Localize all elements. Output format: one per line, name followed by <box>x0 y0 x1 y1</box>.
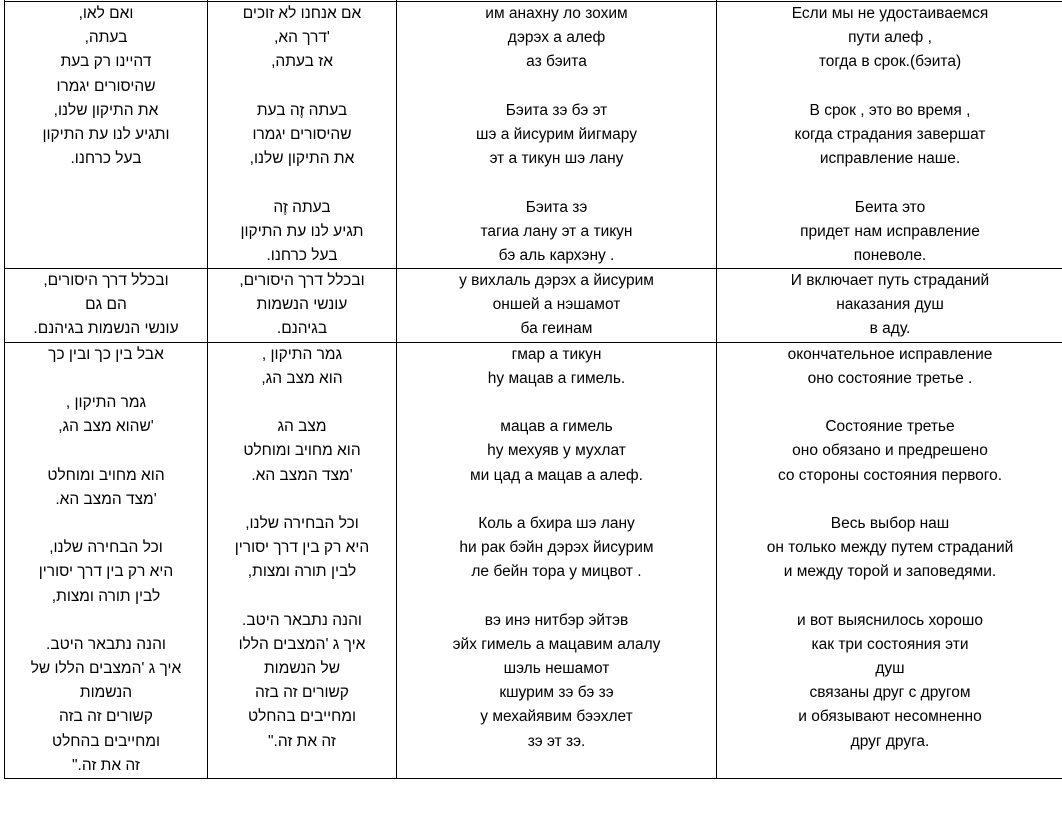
text-line: זה את זה." <box>268 732 336 750</box>
text-line: בעתה, <box>84 29 128 47</box>
text-line <box>720 585 1060 609</box>
text-line: окончательное исправление <box>787 345 993 363</box>
transliteration-cell <box>397 342 717 778</box>
text-line: וכל הבחירה שלנו, <box>245 514 359 532</box>
transliteration-cell <box>397 269 717 343</box>
text-line: оно обязано и предрешено <box>792 442 988 460</box>
text-line <box>211 488 393 512</box>
text-line: 'מצד המצב הא. <box>55 490 157 508</box>
text-line: Коль а бхира шэ лану <box>478 514 635 532</box>
text-line: аз бэита <box>526 53 587 71</box>
text-line <box>211 171 393 195</box>
text-line: 'דרך הא, <box>274 29 330 47</box>
table-row <box>5 269 1062 343</box>
text-line: придет нам исправление <box>800 222 980 240</box>
text-line: ми цад а мацав а алеф. <box>470 466 643 484</box>
text-line: אם אנחנו לא זוכים <box>242 5 362 22</box>
text-line: גמר התיקון , <box>261 345 343 363</box>
text-line: מצב הג <box>277 418 327 436</box>
text-line <box>211 391 393 415</box>
hebrew-split-cell <box>208 2 397 269</box>
text-line: зэ эт зэ. <box>527 732 586 750</box>
text-line: עונשי הנשמות בגיהנם. <box>33 320 179 338</box>
text-line: поневоле. <box>853 246 927 264</box>
text-line: איך ג 'המצבים הללו <box>238 635 366 653</box>
text-line: הנשמות <box>79 684 133 702</box>
text-line: гмар а тикун <box>511 345 602 363</box>
text-line: דהיינו רק בעת <box>60 53 152 71</box>
text-line: Беита это <box>854 198 926 216</box>
table-row <box>5 2 1062 269</box>
text-line: אבל בין כך ובין כך <box>48 345 164 363</box>
text-line <box>720 75 1060 99</box>
text-line: и обязывают несомненно <box>798 708 982 726</box>
text-line: связаны друг с другом <box>809 684 971 702</box>
text-line: И включает путь страданий <box>790 272 990 290</box>
text-line: הוא מצב הג, <box>261 369 343 387</box>
text-line <box>400 488 713 512</box>
hebrew-split-cell <box>208 269 397 343</box>
russian-translation-cell <box>717 342 1062 778</box>
text-line: 'מצד המצב הא. <box>251 466 353 484</box>
text-line: в аду. <box>869 320 911 338</box>
text-line: אז בעתה, <box>271 53 333 71</box>
text-line: קשורים זה בזה <box>255 684 349 702</box>
text-line: גמר התיקון , <box>65 394 147 411</box>
text-line: Если мы не удостаиваемся <box>791 5 989 22</box>
transliteration-cell <box>397 2 717 269</box>
text-line: שהיסורים יגמרו <box>252 125 352 143</box>
text-line: ба геинам <box>520 320 593 338</box>
text-line: ומחייבים בהחלט <box>247 708 357 726</box>
text-line: Весь выбор наш <box>830 514 950 532</box>
text-line: hи рак бэйн дэрэх йисурим <box>459 539 654 557</box>
text-line: эт а тикун шэ лану <box>489 150 624 168</box>
text-line: дэрэх а алеф <box>507 29 606 47</box>
text-line: בעתה זֶה <box>273 198 331 216</box>
text-line: со стороны состояния первого. <box>777 466 1003 484</box>
text-line <box>400 75 713 99</box>
text-line <box>400 171 713 195</box>
russian-translation-cell <box>717 2 1062 269</box>
text-line: בעל כרחנו. <box>266 246 338 264</box>
text-line: איך ג 'המצבים הללו של <box>30 660 182 678</box>
text-line: קשורים זה בזה <box>59 708 153 726</box>
translation-table <box>4 0 1062 779</box>
text-line: ле бейн тора у мицвот . <box>471 563 642 581</box>
text-line: наказания душ <box>836 296 944 314</box>
text-line: ובכלל דרך היסורים, <box>43 272 169 290</box>
text-line: הוא מחויב ומוחלט <box>243 442 361 460</box>
text-line: душ <box>875 660 905 678</box>
text-line <box>720 488 1060 512</box>
text-line: את התיקון שלנו, <box>249 150 355 168</box>
text-line: הם גם <box>85 296 127 314</box>
text-line: как три состояния эти <box>811 635 969 653</box>
hebrew-text-cell <box>5 2 208 269</box>
text-line: когда страдания завершат <box>794 125 986 143</box>
russian-translation-cell <box>717 269 1062 343</box>
text-line: והנה נתבאר היטב. <box>46 635 166 653</box>
text-line: זה את זה." <box>72 756 140 774</box>
text-line: у мехайявим бээхлет <box>480 708 633 726</box>
text-line: בגיהנם. <box>276 320 328 338</box>
text-line <box>211 75 393 99</box>
text-line: оншей а нэшамот <box>492 296 621 314</box>
hebrew-text-cell <box>5 342 208 778</box>
text-line: исправление наше. <box>819 150 961 168</box>
text-line <box>8 439 204 463</box>
text-line: он только между путем страданий <box>766 539 1014 557</box>
text-line: бэ аль кархэну . <box>498 246 615 264</box>
text-line: וכל הבחירה שלנו, <box>49 539 163 557</box>
text-line: עונשי הנשמות <box>256 296 348 314</box>
text-line: תגיע לנו עת התיקון <box>240 222 364 240</box>
text-line: и между торой и заповедями. <box>783 563 997 581</box>
text-line: hу мацав а гимель. <box>487 369 626 387</box>
text-line: היא רק בין דרך יסורין <box>38 563 174 581</box>
text-line: оно состояние третье . <box>807 369 973 387</box>
text-line: ואם לאו, <box>78 5 134 22</box>
text-line: пути алеф , <box>848 29 932 47</box>
text-line: друг друга. <box>850 732 930 750</box>
text-line: לבין תורה ומצות, <box>51 587 161 605</box>
hebrew-split-cell <box>208 342 397 778</box>
text-line: тагиа лану эт а тикун <box>480 222 633 240</box>
text-line: ומחייבים בהחלט <box>51 732 161 750</box>
text-line: тогда в срок.(бэита) <box>818 53 962 71</box>
text-line: Бэита зэ <box>525 198 588 216</box>
text-line: у вихлаль дэрэх а йисурим <box>459 272 654 290</box>
text-line <box>8 367 204 391</box>
text-line: היא רק בין דרך יסורין <box>234 539 370 557</box>
text-line: בעתה זֶה בעת <box>256 101 348 119</box>
text-line: Бэита зэ бэ эт <box>505 101 608 119</box>
text-line: вэ инэ нитбэр эйтэв <box>484 611 629 629</box>
text-line <box>400 585 713 609</box>
text-line: לבין תורה ומצות, <box>247 563 357 581</box>
text-line: בעל כרחנו. <box>70 150 142 168</box>
text-line <box>720 391 1060 415</box>
text-line <box>720 171 1060 195</box>
text-line: שהיסורים יגמרו <box>56 77 156 95</box>
text-line: hу мехуяв у мухлат <box>487 442 626 460</box>
text-line: ובכלל דרך היסורים, <box>239 272 365 290</box>
text-line <box>211 585 393 609</box>
table-body <box>5 0 1062 779</box>
text-line: ותגיע לנו עת התיקון <box>42 125 170 143</box>
text-line: את התיקון שלנו, <box>53 101 159 119</box>
text-line <box>8 512 204 536</box>
text-line: шэль нешамот <box>503 660 610 678</box>
text-line <box>400 391 713 415</box>
hebrew-text-cell <box>5 269 208 343</box>
text-line <box>8 609 204 633</box>
table-row <box>5 342 1062 778</box>
text-line: והנה נתבאר היטב. <box>242 611 362 629</box>
text-line: של הנשמות <box>263 660 341 678</box>
text-line: им анахну ло зохим <box>485 5 628 22</box>
text-line: В срок , это во время , <box>809 101 971 119</box>
text-line: и вот выяснилось хорошо <box>797 611 983 629</box>
text-line: הוא מחויב ומוחלט <box>47 466 165 484</box>
text-line: 'שהוא מצב הג, <box>58 418 154 436</box>
text-line: шэ а йисурим йигмару <box>476 125 637 143</box>
text-line: кшурим зэ бэ зэ <box>499 684 614 702</box>
text-line: эйх гимель а мацавим алалу <box>452 635 661 653</box>
text-line: мацав а гимель <box>500 418 613 436</box>
text-line: Состояние третье <box>825 418 955 436</box>
